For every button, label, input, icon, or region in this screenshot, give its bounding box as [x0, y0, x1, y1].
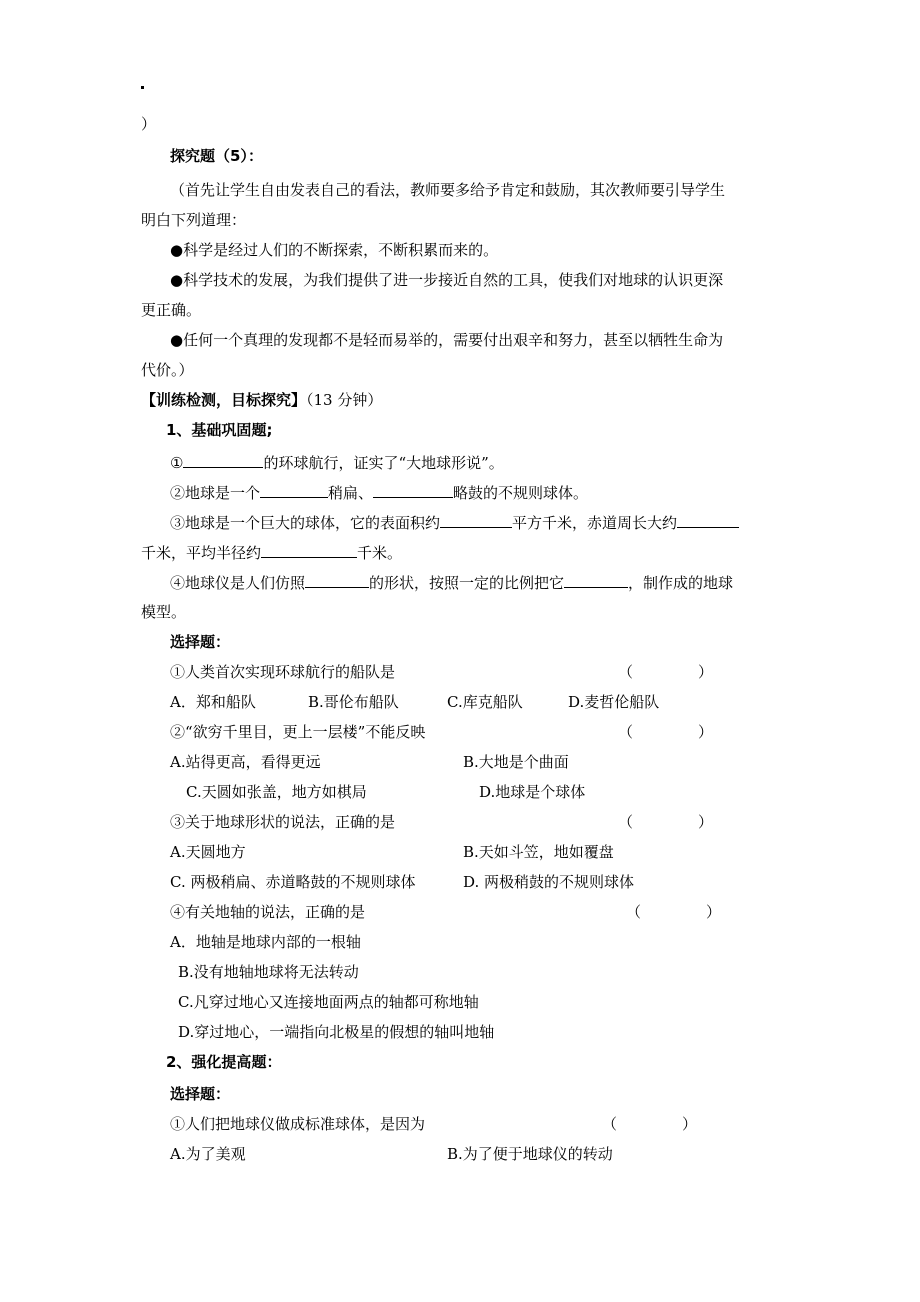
choice-3-option-a: A.天圆地方 — [170, 843, 246, 861]
choice-3-option-b: B.天如斗笠，地如覆盘 — [463, 843, 614, 861]
advanced-title: 2、强化提高题： — [166, 1053, 282, 1071]
basic-q4-line2: 模型。 — [141, 603, 187, 621]
choice-2-option-d: D.地球是个球体 — [479, 783, 586, 801]
choice-1-option-c: C.库克船队 — [447, 693, 523, 711]
advanced-choice-title: 选择题： — [170, 1085, 231, 1103]
choice-2-question: ②“欲穷千里目，更上一层楼”不能反映 — [170, 723, 426, 741]
advanced-1-option-a: A.为了美观 — [170, 1145, 246, 1163]
q4-text-b: 的形状，按照一定的比例把它 — [369, 574, 565, 592]
basic-title: 1、基础巩固题; — [166, 421, 273, 439]
q2-text-a: ②地球是一个 — [170, 484, 261, 502]
choice-2-paren-close: ） — [698, 723, 714, 741]
choice-3-option-c: C. 两极稍扁、赤道略鼓的不规则球体 — [170, 873, 416, 891]
q2-blank-1[interactable] — [260, 482, 328, 498]
choice-1-option-b: B.哥伦布船队 — [308, 693, 399, 711]
choice-4-question: ④有关地轴的说法，正确的是 — [170, 903, 366, 921]
choice-4-option-c: C.凡穿过地心又连接地面两点的轴都可称地轴 — [178, 993, 479, 1011]
section-time: （13 分钟） — [306, 391, 383, 409]
q1-number: ① — [170, 454, 184, 472]
page-dot — [141, 86, 144, 89]
choice-4-option-a: A．地轴是地球内部的一根轴 — [170, 933, 361, 951]
q3-blank-2[interactable] — [677, 512, 739, 528]
explore-title: 探究题（5）： — [170, 147, 263, 165]
choice-3-paren-close: ） — [698, 813, 714, 831]
choice-2-paren-open: （ — [618, 723, 634, 741]
basic-q1 — [170, 452, 504, 473]
explore-intro-1: （首先让学生自由发表自己的看法，教师要多给予肯定和鼓励，其次教师要引导学生 — [170, 181, 726, 199]
basic-q2 — [170, 482, 588, 503]
choice-3-paren-open: （ — [618, 813, 634, 831]
q4-blank-2[interactable] — [564, 572, 628, 588]
q3-text-a: ③地球是一个巨大的球体，它的表面积约 — [170, 514, 441, 532]
basic-q3-line1 — [170, 512, 739, 533]
advanced-1-question: ①人们把地球仪做成标准球体，是因为 — [170, 1115, 426, 1133]
explore-bullet-1: ●科学是经过人们的不断探索，不断积累而来的。 — [170, 241, 499, 259]
section-header — [141, 390, 382, 410]
choice-4-paren-open: （ — [626, 903, 642, 921]
choice-2-option-a: A.站得更高，看得更远 — [170, 753, 321, 771]
choice-1-option-d: D.麦哲伦船队 — [568, 693, 660, 711]
choice-2-option-b: B.大地是个曲面 — [463, 753, 569, 771]
explore-bullet-3b: 代价。） — [141, 361, 194, 379]
choice-4-option-d: D.穿过地心，一端指向北极星的假想的轴叫地轴 — [178, 1023, 495, 1041]
q1-text: 的环球航行，证实了“大地球形说”。 — [263, 454, 504, 472]
advanced-1-option-b: B.为了便于地球仪的转动 — [447, 1145, 613, 1163]
explore-bullet-2a: ●科学技术的发展，为我们提供了进一步接近自然的工具，使我们对地球的认识更深 — [170, 271, 724, 289]
q3-text-d: 千米。 — [357, 544, 403, 562]
section-title: 【训练检测，目标探究】 — [141, 391, 307, 409]
q3-text-b: 平方千米，赤道周长大约 — [512, 514, 678, 532]
advanced-1-paren-open: （ — [602, 1115, 618, 1133]
explore-bullet-3a: ●任何一个真理的发现都不是轻而易举的，需要付出艰辛和努力，甚至以牺牲生命为 — [170, 331, 724, 349]
q2-blank-2[interactable] — [373, 482, 453, 498]
choice-2-option-c: C.天圆如张盖，地方如棋局 — [186, 783, 367, 801]
q2-text-b: 稍扁、 — [328, 484, 374, 502]
q3-blank-1[interactable] — [440, 512, 512, 528]
q4-text-c: ，制作成的地球 — [628, 574, 734, 592]
q1-blank[interactable] — [183, 452, 263, 468]
q4-blank-1[interactable] — [305, 572, 369, 588]
explore-bullet-2b: 更正确。 — [141, 301, 202, 319]
advanced-1-paren-close: ） — [682, 1115, 698, 1133]
choice-1-question: ①人类首次实现环球航行的船队是 — [170, 663, 396, 681]
choice-title: 选择题： — [170, 633, 231, 651]
q4-text-a: ④地球仪是人们仿照 — [170, 574, 306, 592]
choice-3-option-d: D. 两极稍鼓的不规则球体 — [463, 873, 635, 891]
q3-text-c: 千米，平均半径约 — [141, 544, 262, 562]
basic-q3-line2 — [141, 542, 402, 563]
choice-1-paren-open: （ — [618, 663, 634, 681]
choice-3-question: ③关于地球形状的说法，正确的是 — [170, 813, 396, 831]
explore-intro-2: 明白下列道理： — [141, 211, 247, 229]
q2-text-c: 略鼓的不规则球体。 — [453, 484, 589, 502]
choice-4-paren-close: ） — [706, 903, 722, 921]
q3-blank-3[interactable] — [261, 542, 357, 558]
basic-q4-line1 — [170, 572, 733, 593]
choice-4-option-b: B.没有地轴地球将无法转动 — [178, 963, 359, 981]
choice-1-paren-close: ） — [698, 663, 714, 681]
bracket-close: ） — [141, 115, 157, 133]
choice-1-option-a: A．郑和船队 — [170, 693, 256, 711]
